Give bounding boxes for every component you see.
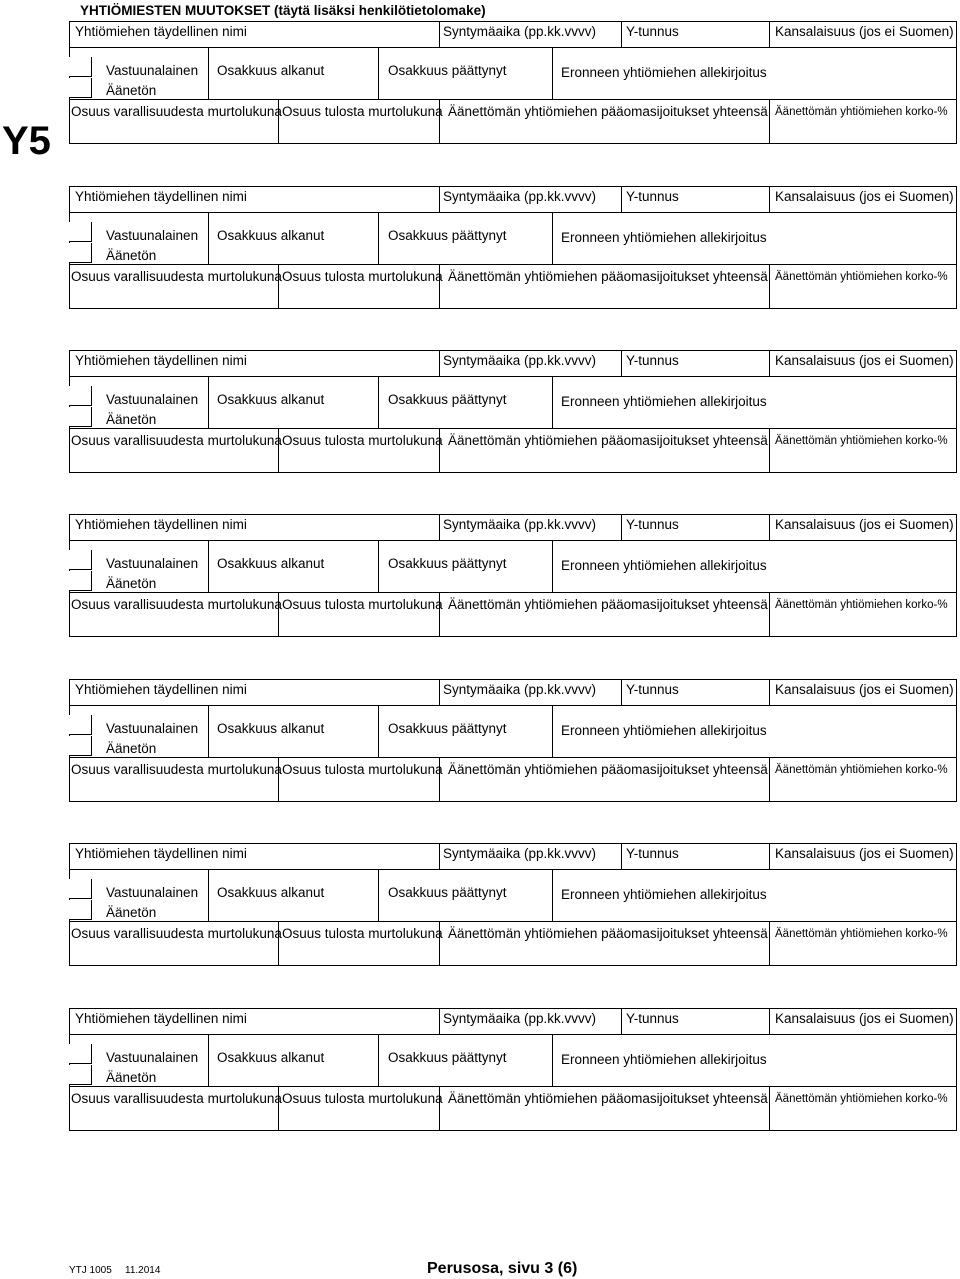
signature-label: Eronneen yhtiömiehen allekirjoitus xyxy=(561,887,767,902)
citizenship-field[interactable] xyxy=(770,187,955,212)
form-date: 11.2014 xyxy=(125,1265,161,1276)
full-name-label: Yhtiömiehen täydellinen nimi xyxy=(75,517,247,532)
ended-label: Osakkuus päättynyt xyxy=(388,556,507,571)
birth-date-field[interactable] xyxy=(440,22,620,47)
profit-share-field[interactable] xyxy=(279,286,438,307)
capital-total-label: Äänettömän yhtiömiehen pääomasijoitukset yhteensä xyxy=(448,1091,768,1106)
interest-pct-field[interactable] xyxy=(770,450,955,471)
responsible-label: Vastuunalainen xyxy=(106,885,199,900)
full-name-label: Yhtiömiehen täydellinen nimi xyxy=(75,846,247,861)
ended-label: Osakkuus päättynyt xyxy=(388,1050,507,1065)
citizenship-label: Kansalaisuus (jos ei Suomen) xyxy=(775,24,954,39)
started-field[interactable] xyxy=(209,739,377,757)
divider xyxy=(69,264,957,265)
birth-date-label: Syntymäaika (pp.kk.vvvv) xyxy=(443,517,597,532)
ended-field[interactable] xyxy=(379,1068,551,1086)
responsible-checkbox[interactable] xyxy=(69,1044,92,1064)
birth-date-field[interactable] xyxy=(440,1009,620,1034)
interest-pct-label: Äänettömän yhtiömiehen korko-% xyxy=(775,271,948,283)
divider xyxy=(69,757,957,758)
birth-date-label: Syntymäaika (pp.kk.vvvv) xyxy=(443,682,597,697)
started-label: Osakkuus alkanut xyxy=(217,556,325,571)
birth-date-label: Syntymäaika (pp.kk.vvvv) xyxy=(443,1011,597,1026)
started-field[interactable] xyxy=(209,903,377,921)
full-name-label: Yhtiömiehen täydellinen nimi xyxy=(75,353,247,368)
business-id-label: Y-tunnus xyxy=(626,189,679,204)
interest-pct-field[interactable] xyxy=(770,614,955,635)
signature-field[interactable] xyxy=(553,741,955,757)
profit-share-field[interactable] xyxy=(279,450,438,471)
business-id-label: Y-tunnus xyxy=(626,517,679,532)
signature-label: Eronneen yhtiömiehen allekirjoitus xyxy=(561,65,767,80)
full-name-field[interactable] xyxy=(70,351,438,376)
form-code: YTJ 1005 xyxy=(69,1265,112,1276)
section-code: Y5 xyxy=(2,119,51,163)
asset-share-label: Osuus varallisuudesta murtolukuna xyxy=(71,269,282,284)
birth-date-field[interactable] xyxy=(440,351,620,376)
form-title: YHTIÖMIESTEN MUUTOKSET (täytä lisäksi henkilötietolomake) xyxy=(80,3,486,18)
profit-share-label: Osuus tulosta murtolukuna xyxy=(282,269,443,284)
interest-pct-label: Äänettömän yhtiömiehen korko-% xyxy=(775,599,948,611)
asset-share-field[interactable] xyxy=(70,943,277,964)
responsible-label: Vastuunalainen xyxy=(106,63,199,78)
interest-pct-label: Äänettömän yhtiömiehen korko-% xyxy=(775,435,948,447)
capital-total-label: Äänettömän yhtiömiehen pääomasijoitukset yhteensä xyxy=(448,762,768,777)
divider xyxy=(69,428,957,429)
divider xyxy=(956,514,957,637)
asset-share-label: Osuus varallisuudesta murtolukuna xyxy=(71,597,282,612)
capital-total-field[interactable] xyxy=(440,1108,768,1129)
ended-field[interactable] xyxy=(379,903,551,921)
business-id-label: Y-tunnus xyxy=(626,353,679,368)
divider xyxy=(956,350,957,473)
started-field[interactable] xyxy=(209,574,377,592)
full-name-label: Yhtiömiehen täydellinen nimi xyxy=(75,682,247,697)
asset-share-field[interactable] xyxy=(70,614,277,635)
business-id-label: Y-tunnus xyxy=(626,846,679,861)
started-label: Osakkuus alkanut xyxy=(217,885,325,900)
silent-label: Äänetön xyxy=(106,1070,157,1085)
birth-date-field[interactable] xyxy=(440,680,620,705)
citizenship-label: Kansalaisuus (jos ei Suomen) xyxy=(775,1011,954,1026)
divider xyxy=(956,21,957,144)
signature-field[interactable] xyxy=(553,905,955,921)
citizenship-field[interactable] xyxy=(770,844,955,869)
responsible-checkbox[interactable] xyxy=(69,550,92,570)
full-name-field[interactable] xyxy=(70,22,438,47)
capital-total-label: Äänettömän yhtiömiehen pääomasijoitukset yhteensä xyxy=(448,269,768,284)
silent-label: Äänetön xyxy=(106,905,157,920)
full-name-label: Yhtiömiehen täydellinen nimi xyxy=(75,1011,247,1026)
interest-pct-field[interactable] xyxy=(770,1108,955,1129)
responsible-checkbox[interactable] xyxy=(69,57,92,77)
responsible-checkbox[interactable] xyxy=(69,386,92,406)
capital-total-field[interactable] xyxy=(440,614,768,635)
page-number: Perusosa, sivu 3 (6) xyxy=(427,1260,578,1277)
divider xyxy=(69,869,957,870)
citizenship-label: Kansalaisuus (jos ei Suomen) xyxy=(775,517,954,532)
partner-block xyxy=(69,679,957,802)
asset-share-field[interactable] xyxy=(70,450,277,471)
partner-block xyxy=(69,514,957,637)
ended-field[interactable] xyxy=(379,410,551,428)
responsible-label: Vastuunalainen xyxy=(106,721,199,736)
signature-field[interactable] xyxy=(553,412,955,428)
birth-date-label: Syntymäaika (pp.kk.vvvv) xyxy=(443,353,597,368)
citizenship-field[interactable] xyxy=(770,515,955,540)
birth-date-field[interactable] xyxy=(440,187,620,212)
silent-checkbox[interactable] xyxy=(69,736,92,756)
citizenship-label: Kansalaisuus (jos ei Suomen) xyxy=(775,353,954,368)
asset-share-field[interactable] xyxy=(70,779,277,800)
full-name-label: Yhtiömiehen täydellinen nimi xyxy=(75,189,247,204)
business-id-label: Y-tunnus xyxy=(626,24,679,39)
interest-pct-label: Äänettömän yhtiömiehen korko-% xyxy=(775,106,948,118)
capital-total-label: Äänettömän yhtiömiehen pääomasijoitukset yhteensä xyxy=(448,926,768,941)
capital-total-field[interactable] xyxy=(440,121,768,142)
started-field[interactable] xyxy=(209,1068,377,1086)
capital-total-label: Äänettömän yhtiömiehen pääomasijoitukset yhteensä xyxy=(448,597,768,612)
responsible-label: Vastuunalainen xyxy=(106,556,199,571)
profit-share-label: Osuus tulosta murtolukuna xyxy=(282,1091,443,1106)
ended-label: Osakkuus päättynyt xyxy=(388,721,507,736)
full-name-field[interactable] xyxy=(70,1009,438,1034)
divider xyxy=(69,540,957,541)
signature-field[interactable] xyxy=(553,248,955,264)
profit-share-label: Osuus tulosta murtolukuna xyxy=(282,597,443,612)
interest-pct-field[interactable] xyxy=(770,943,955,964)
responsible-label: Vastuunalainen xyxy=(106,1050,199,1065)
citizenship-label: Kansalaisuus (jos ei Suomen) xyxy=(775,846,954,861)
silent-checkbox[interactable] xyxy=(69,571,92,591)
signature-label: Eronneen yhtiömiehen allekirjoitus xyxy=(561,230,767,245)
divider xyxy=(69,636,957,637)
business-id-field[interactable] xyxy=(622,187,768,212)
divider xyxy=(69,1130,957,1131)
divider xyxy=(956,679,957,802)
silent-label: Äänetön xyxy=(106,576,157,591)
profit-share-field[interactable] xyxy=(279,943,438,964)
capital-total-field[interactable] xyxy=(440,943,768,964)
interest-pct-label: Äänettömän yhtiömiehen korko-% xyxy=(775,764,948,776)
ended-label: Osakkuus päättynyt xyxy=(388,392,507,407)
silent-checkbox[interactable] xyxy=(69,407,92,427)
full-name-field[interactable] xyxy=(70,515,438,540)
profit-share-field[interactable] xyxy=(279,614,438,635)
birth-date-label: Syntymäaika (pp.kk.vvvv) xyxy=(443,846,597,861)
asset-share-field[interactable] xyxy=(70,286,277,307)
citizenship-field[interactable] xyxy=(770,1009,955,1034)
signature-field[interactable] xyxy=(553,576,955,592)
signature-field[interactable] xyxy=(553,83,955,99)
ended-label: Osakkuus päättynyt xyxy=(388,228,507,243)
responsible-label: Vastuunalainen xyxy=(106,392,199,407)
silent-checkbox[interactable] xyxy=(69,243,92,263)
silent-checkbox[interactable] xyxy=(69,1065,92,1085)
asset-share-field[interactable] xyxy=(70,1108,277,1129)
full-name-field[interactable] xyxy=(70,844,438,869)
citizenship-field[interactable] xyxy=(770,22,955,47)
asset-share-label: Osuus varallisuudesta murtolukuna xyxy=(71,762,282,777)
partner-block xyxy=(69,186,957,309)
full-name-field[interactable] xyxy=(70,187,438,212)
divider xyxy=(956,1008,957,1131)
responsible-checkbox[interactable] xyxy=(69,879,92,899)
partner-block xyxy=(69,1008,957,1131)
citizenship-field[interactable] xyxy=(770,680,955,705)
birth-date-field[interactable] xyxy=(440,844,620,869)
ended-field[interactable] xyxy=(379,81,551,99)
started-field[interactable] xyxy=(209,81,377,99)
divider xyxy=(69,212,957,213)
profit-share-label: Osuus tulosta murtolukuna xyxy=(282,104,443,119)
asset-share-label: Osuus varallisuudesta murtolukuna xyxy=(71,1091,282,1106)
signature-field[interactable] xyxy=(553,1070,955,1086)
asset-share-label: Osuus varallisuudesta murtolukuna xyxy=(71,433,282,448)
birth-date-label: Syntymäaika (pp.kk.vvvv) xyxy=(443,189,597,204)
partner-block xyxy=(69,843,957,966)
started-label: Osakkuus alkanut xyxy=(217,63,325,78)
ended-field[interactable] xyxy=(379,574,551,592)
started-label: Osakkuus alkanut xyxy=(217,1050,325,1065)
full-name-field[interactable] xyxy=(70,680,438,705)
divider xyxy=(69,376,957,377)
divider xyxy=(69,1034,957,1035)
interest-pct-label: Äänettömän yhtiömiehen korko-% xyxy=(775,928,948,940)
profit-share-label: Osuus tulosta murtolukuna xyxy=(282,762,443,777)
capital-total-label: Äänettömän yhtiömiehen pääomasijoitukset yhteensä xyxy=(448,433,768,448)
divider xyxy=(69,1086,957,1087)
divider xyxy=(69,921,957,922)
silent-checkbox[interactable] xyxy=(69,78,92,98)
signature-label: Eronneen yhtiömiehen allekirjoitus xyxy=(561,723,767,738)
started-label: Osakkuus alkanut xyxy=(217,721,325,736)
ended-label: Osakkuus päättynyt xyxy=(388,63,507,78)
profit-share-label: Osuus tulosta murtolukuna xyxy=(282,926,443,941)
asset-share-label: Osuus varallisuudesta murtolukuna xyxy=(71,104,282,119)
divider xyxy=(69,965,957,966)
divider xyxy=(69,472,957,473)
divider xyxy=(956,186,957,309)
divider xyxy=(69,99,957,100)
asset-share-field[interactable] xyxy=(70,121,277,142)
signature-label: Eronneen yhtiömiehen allekirjoitus xyxy=(561,1052,767,1067)
profit-share-field[interactable] xyxy=(279,779,438,800)
ended-field[interactable] xyxy=(379,246,551,264)
capital-total-field[interactable] xyxy=(440,779,768,800)
silent-checkbox[interactable] xyxy=(69,900,92,920)
birth-date-label: Syntymäaika (pp.kk.vvvv) xyxy=(443,24,597,39)
silent-label: Äänetön xyxy=(106,741,157,756)
responsible-checkbox[interactable] xyxy=(69,222,92,242)
silent-label: Äänetön xyxy=(106,83,157,98)
divider xyxy=(69,308,957,309)
responsible-checkbox[interactable] xyxy=(69,715,92,735)
profit-share-label: Osuus tulosta murtolukuna xyxy=(282,433,443,448)
divider xyxy=(69,143,957,144)
business-id-label: Y-tunnus xyxy=(626,682,679,697)
divider xyxy=(69,47,957,48)
profit-share-field[interactable] xyxy=(279,1108,438,1129)
divider xyxy=(69,801,957,802)
capital-total-field[interactable] xyxy=(440,286,768,307)
business-id-field[interactable] xyxy=(622,515,768,540)
responsible-label: Vastuunalainen xyxy=(106,228,199,243)
partner-block xyxy=(69,350,957,473)
business-id-field[interactable] xyxy=(622,22,768,47)
interest-pct-field[interactable] xyxy=(770,121,955,142)
divider xyxy=(69,705,957,706)
divider xyxy=(69,592,957,593)
business-id-field[interactable] xyxy=(622,680,768,705)
divider xyxy=(956,843,957,966)
citizenship-field[interactable] xyxy=(770,351,955,376)
business-id-label: Y-tunnus xyxy=(626,1011,679,1026)
silent-label: Äänetön xyxy=(106,248,157,263)
ended-label: Osakkuus päättynyt xyxy=(388,885,507,900)
signature-label: Eronneen yhtiömiehen allekirjoitus xyxy=(561,394,767,409)
started-field[interactable] xyxy=(209,410,377,428)
interest-pct-field[interactable] xyxy=(770,286,955,307)
started-label: Osakkuus alkanut xyxy=(217,228,325,243)
business-id-field[interactable] xyxy=(622,844,768,869)
business-id-field[interactable] xyxy=(622,1009,768,1034)
profit-share-field[interactable] xyxy=(279,121,438,142)
partner-block xyxy=(69,21,957,144)
signature-label: Eronneen yhtiömiehen allekirjoitus xyxy=(561,558,767,573)
interest-pct-field[interactable] xyxy=(770,779,955,800)
birth-date-field[interactable] xyxy=(440,515,620,540)
business-id-field[interactable] xyxy=(622,351,768,376)
capital-total-label: Äänettömän yhtiömiehen pääomasijoitukset yhteensä xyxy=(448,104,768,119)
interest-pct-label: Äänettömän yhtiömiehen korko-% xyxy=(775,1093,948,1105)
asset-share-label: Osuus varallisuudesta murtolukuna xyxy=(71,926,282,941)
silent-label: Äänetön xyxy=(106,412,157,427)
citizenship-label: Kansalaisuus (jos ei Suomen) xyxy=(775,189,954,204)
started-label: Osakkuus alkanut xyxy=(217,392,325,407)
capital-total-field[interactable] xyxy=(440,450,768,471)
ended-field[interactable] xyxy=(379,739,551,757)
citizenship-label: Kansalaisuus (jos ei Suomen) xyxy=(775,682,954,697)
full-name-label: Yhtiömiehen täydellinen nimi xyxy=(75,24,247,39)
started-field[interactable] xyxy=(209,246,377,264)
